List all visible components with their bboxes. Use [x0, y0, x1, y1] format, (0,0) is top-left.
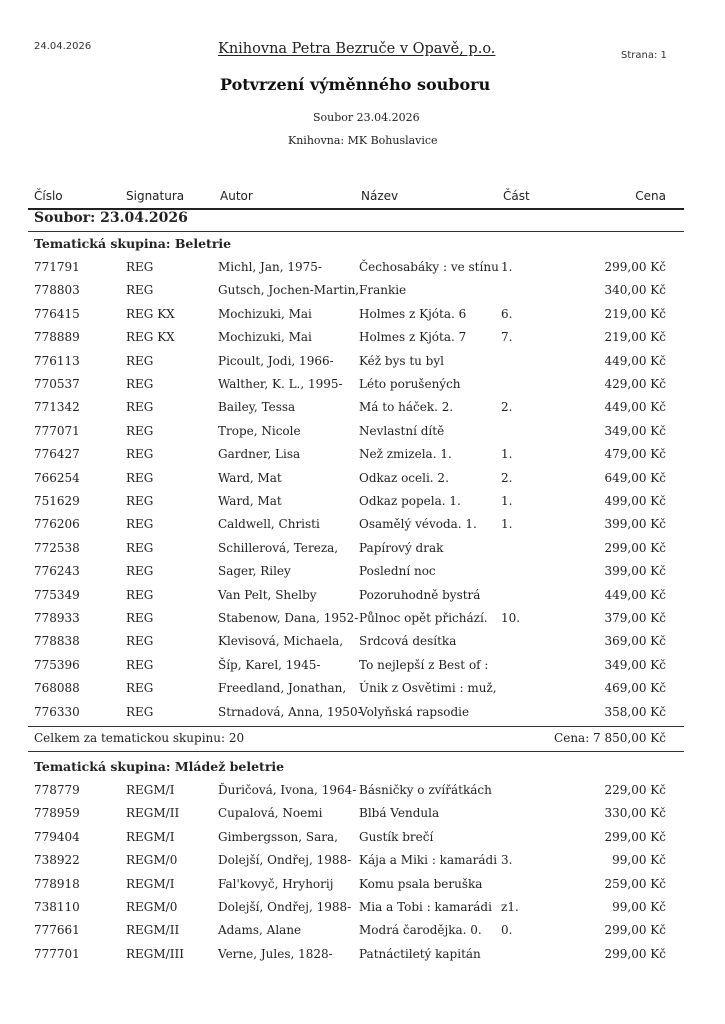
item-title: Komu psala beruška — [359, 876, 483, 891]
item-price: 330,00 Kč — [604, 806, 666, 821]
item-signature: REG — [126, 400, 154, 415]
table-row — [0, 307, 725, 330]
table-row — [0, 400, 725, 423]
item-author: Walther, K. L., 1995- — [218, 377, 343, 391]
item-price: 449,00 Kč — [604, 587, 666, 602]
item-title: Srdcová desítka — [359, 634, 457, 649]
item-number: 778933 — [34, 611, 80, 625]
item-author: Bailey, Tessa — [218, 400, 296, 415]
item-number: 738110 — [34, 900, 80, 914]
item-price: 429,00 Kč — [604, 377, 666, 391]
item-number: 772538 — [34, 540, 80, 555]
item-signature: REGM/I — [126, 876, 175, 891]
item-author: Picoult, Jodi, 1966- — [218, 353, 334, 368]
item-title: Patnáctiletý kapitán — [359, 946, 481, 961]
item-signature: REGM/III — [126, 946, 184, 961]
table-row — [0, 283, 725, 306]
table-row — [0, 783, 725, 806]
item-signature: REGM/II — [126, 923, 180, 938]
item-author: Gimbergsson, Sara, — [218, 829, 338, 844]
item-signature: REG — [126, 423, 154, 438]
item-number: 777661 — [34, 923, 80, 938]
item-number: 776427 — [34, 447, 80, 462]
item-title: Frankie — [359, 283, 407, 298]
table-row — [0, 681, 725, 704]
table-row — [0, 424, 725, 447]
item-number: 775349 — [34, 587, 80, 602]
item-author: Cupalová, Noemi — [218, 806, 323, 821]
item-part: 3. — [501, 853, 513, 868]
item-title: Gustík brečí — [359, 829, 434, 844]
item-author: Ward, Mat — [218, 494, 282, 508]
item-price: 299,00 Kč — [604, 923, 666, 938]
table-row — [0, 806, 725, 829]
item-number: 771791 — [34, 260, 80, 274]
item-author: Mochizuki, Mai — [218, 330, 312, 345]
item-signature: REGM/0 — [126, 853, 178, 868]
item-number: 776415 — [34, 306, 80, 321]
document-title: Potvrzení výměnného souboru — [220, 75, 491, 94]
item-number: 779404 — [34, 829, 80, 844]
item-number: 775396 — [34, 657, 80, 672]
item-author: Klevisová, Michaela, — [218, 634, 344, 649]
item-signature: REG — [126, 517, 154, 532]
table-row — [0, 705, 725, 728]
item-price: 479,00 Kč — [604, 447, 666, 462]
column-header-title: Název — [361, 189, 399, 203]
item-author: Šíp, Karel, 1945- — [218, 657, 321, 672]
item-signature: REG — [126, 587, 154, 602]
page-number: Strana: 1 — [621, 50, 667, 61]
item-number: 738922 — [34, 853, 80, 868]
item-number: 777071 — [34, 423, 80, 438]
item-title: Kéž bys tu byl — [359, 353, 444, 368]
item-price: 259,00 Kč — [604, 876, 666, 891]
item-number: 751629 — [34, 494, 80, 508]
item-author: Stabenow, Dana, 1952- — [218, 611, 359, 625]
item-author: Van Pelt, Shelby — [218, 587, 317, 602]
item-author: Verne, Jules, 1828- — [218, 946, 333, 961]
item-part: 1. — [501, 494, 513, 508]
item-price: 499,00 Kč — [604, 494, 666, 508]
item-number: 778803 — [34, 283, 80, 298]
item-author: Schillerová, Tereza, — [218, 540, 339, 555]
table-row — [0, 634, 725, 657]
table-row — [0, 354, 725, 377]
item-title: Mia a Tobi : kamarádi — [359, 900, 492, 914]
item-author: Adams, Alane — [218, 923, 302, 938]
item-part: 0. — [501, 923, 513, 938]
item-signature: REG — [126, 704, 154, 719]
item-author: Ward, Mat — [218, 470, 282, 485]
table-row — [0, 377, 725, 400]
item-signature: REGM/I — [126, 829, 175, 844]
table-row — [0, 588, 725, 611]
table-row — [0, 494, 725, 517]
item-signature: REG — [126, 540, 154, 555]
item-price: 219,00 Kč — [604, 330, 666, 345]
item-price: 349,00 Kč — [604, 423, 666, 438]
column-header-price: Cena — [635, 189, 666, 203]
item-title: Únik z Osvětimi : muž, — [359, 681, 497, 696]
item-number: 776330 — [34, 704, 80, 719]
library-subtitle: Knihovna: MK Bohuslavice — [288, 134, 438, 147]
table-row — [0, 517, 725, 540]
item-number: 768088 — [34, 681, 80, 696]
item-part: 7. — [501, 330, 513, 345]
item-number: 778889 — [34, 330, 80, 345]
organization-name: Knihovna Petra Bezruče v Opavě, p.o. — [218, 41, 496, 57]
item-author: Freedland, Jonathan, — [218, 681, 347, 696]
item-number: 771342 — [34, 400, 80, 415]
item-number: 778918 — [34, 876, 80, 891]
item-author: Ďuričová, Ivona, 1964- — [218, 783, 357, 797]
item-signature: REGM/0 — [126, 900, 178, 914]
table-row — [0, 658, 725, 681]
item-title: Modrá čarodějka. 0. — [359, 923, 482, 938]
item-price: 349,00 Kč — [604, 657, 666, 672]
item-signature: REG KX — [126, 306, 175, 321]
column-header-part: Část — [503, 189, 530, 203]
item-price: 399,00 Kč — [604, 564, 666, 579]
item-number: 778959 — [34, 806, 80, 821]
table-row — [0, 447, 725, 470]
item-title: Čechosabáky : ve stínu — [359, 260, 499, 274]
item-title: Půlnoc opět přichází. — [359, 611, 488, 625]
column-header-signature: Signatura — [126, 189, 185, 203]
item-author: Gardner, Lisa — [218, 447, 301, 462]
batch-divider — [28, 231, 684, 232]
column-header-author: Autor — [220, 189, 253, 203]
item-price: 449,00 Kč — [604, 353, 666, 368]
table-row — [0, 877, 725, 900]
item-signature: REG — [126, 681, 154, 696]
item-title: Odkaz oceli. 2. — [359, 470, 449, 485]
batch-heading: Soubor: 23.04.2026 — [34, 210, 188, 226]
item-price: 299,00 Kč — [604, 829, 666, 844]
item-number: 776243 — [34, 564, 80, 579]
item-title: Léto porušených — [359, 377, 461, 391]
item-price: 99,00 Kč — [612, 853, 666, 868]
item-signature: REG — [126, 377, 154, 391]
item-signature: REG — [126, 283, 154, 298]
table-row — [0, 830, 725, 853]
table-row — [0, 260, 725, 283]
item-title: Volyňská rapsodie — [359, 704, 470, 719]
item-title: Básničky o zvířátkách — [359, 783, 492, 797]
item-title: Má to háček. 2. — [359, 400, 454, 415]
item-signature: REG — [126, 353, 154, 368]
table-row — [0, 947, 725, 970]
group-heading-beletrie: Tematická skupina: Beletrie — [34, 236, 232, 251]
item-number: 776206 — [34, 517, 80, 532]
item-number: 778838 — [34, 634, 80, 649]
item-number: 766254 — [34, 470, 80, 485]
item-author: Strnadová, Anna, 1950- — [218, 704, 362, 719]
group-total-price: Cena: 7 850,00 Kč — [554, 731, 666, 745]
item-signature: REGM/II — [126, 806, 180, 821]
item-part: 1. — [501, 260, 513, 274]
group-total-count: Celkem za tematickou skupinu: 20 — [34, 731, 245, 745]
item-author: Trope, Nicole — [218, 423, 301, 438]
item-price: 649,00 Kč — [604, 470, 666, 485]
item-signature: REG KX — [126, 330, 175, 345]
table-row — [0, 853, 725, 876]
item-title: Holmes z Kjóta. 7 — [359, 330, 467, 345]
item-number: 777701 — [34, 946, 80, 961]
item-part: 2. — [501, 400, 513, 415]
group-divider — [28, 751, 684, 752]
item-signature: REG — [126, 470, 154, 485]
table-row — [0, 564, 725, 587]
item-number: 770537 — [34, 377, 80, 391]
item-title: Nevlastní dítě — [359, 423, 445, 438]
item-signature: REG — [126, 634, 154, 649]
item-title: Pozoruhodně bystrá — [359, 587, 481, 602]
item-number: 778779 — [34, 783, 80, 797]
item-price: 219,00 Kč — [604, 306, 666, 321]
item-title: Holmes z Kjóta. 6 — [359, 306, 467, 321]
item-part: 6. — [501, 306, 513, 321]
item-title: Blbá Vendula — [359, 806, 440, 821]
column-header-number: Číslo — [34, 189, 63, 203]
item-title: To nejlepší z Best of : — [359, 657, 489, 672]
item-price: 99,00 Kč — [612, 900, 666, 914]
item-part: 1. — [501, 517, 513, 532]
table-row — [0, 900, 725, 923]
item-title: Kája a Miki : kamarádi — [359, 853, 498, 868]
item-price: 469,00 Kč — [604, 681, 666, 696]
item-price: 340,00 Kč — [604, 283, 666, 298]
item-title: Papírový drak — [359, 540, 444, 555]
item-price: 399,00 Kč — [604, 517, 666, 532]
item-part: 2. — [501, 470, 513, 485]
item-price: 229,00 Kč — [604, 783, 666, 797]
item-price: 299,00 Kč — [604, 946, 666, 961]
item-price: 358,00 Kč — [604, 704, 666, 719]
item-price: 299,00 Kč — [604, 260, 666, 274]
item-title: Než zmizela. 1. — [359, 447, 452, 462]
item-price: 379,00 Kč — [604, 611, 666, 625]
item-title: Osamělý vévoda. 1. — [359, 517, 477, 532]
item-author: Caldwell, Christi — [218, 517, 320, 532]
item-signature: REG — [126, 494, 154, 508]
item-author: Fal'kovyč, Hryhorij — [218, 876, 334, 891]
table-row — [0, 541, 725, 564]
item-signature: REG — [126, 447, 154, 462]
item-part: z1. — [501, 900, 519, 914]
item-author: Michl, Jan, 1975- — [218, 260, 322, 274]
item-signature: REGM/I — [126, 783, 175, 797]
batch-subtitle: Soubor 23.04.2026 — [313, 111, 420, 124]
group-heading-mladez-beletrie: Tematická skupina: Mládež beletrie — [34, 759, 285, 774]
item-author: Sager, Riley — [218, 564, 291, 579]
item-title: Poslední noc — [359, 564, 436, 579]
item-price: 449,00 Kč — [604, 400, 666, 415]
item-author: Dolejší, Ondřej, 1988- — [218, 853, 352, 868]
item-number: 776113 — [34, 353, 80, 368]
print-date: 24.04.2026 — [34, 41, 92, 52]
table-row — [0, 611, 725, 634]
item-signature: REG — [126, 611, 154, 625]
table-row — [0, 471, 725, 494]
item-part: 10. — [501, 611, 521, 625]
item-signature: REG — [126, 657, 154, 672]
group-total-divider — [28, 726, 684, 727]
item-signature: REG — [126, 564, 154, 579]
item-author: Mochizuki, Mai — [218, 306, 312, 321]
item-author: Dolejší, Ondřej, 1988- — [218, 900, 352, 914]
item-price: 299,00 Kč — [604, 540, 666, 555]
item-price: 369,00 Kč — [604, 634, 666, 649]
item-part: 1. — [501, 447, 513, 462]
item-signature: REG — [126, 260, 154, 274]
table-row — [0, 330, 725, 353]
item-author: Gutsch, Jochen-Martin, — [218, 283, 360, 298]
table-row — [0, 923, 725, 946]
item-title: Odkaz popela. 1. — [359, 494, 461, 508]
